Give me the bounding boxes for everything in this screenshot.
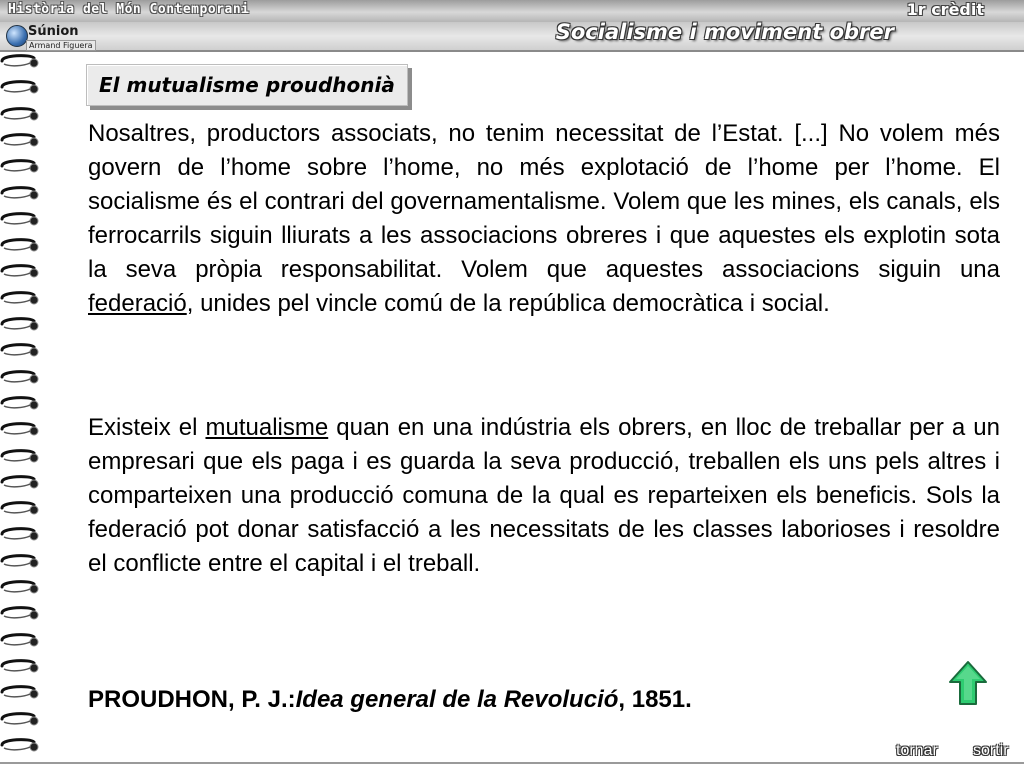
spiral-ring — [0, 262, 40, 280]
mutualisme-link[interactable]: mutualisme — [205, 414, 329, 441]
federacio-link[interactable]: federació — [88, 290, 187, 317]
spiral-ring — [0, 499, 40, 517]
sunion-logo — [4, 24, 124, 50]
quote-paragraph-1 — [88, 117, 1000, 321]
citation — [88, 686, 692, 714]
citation-year: , 1851. — [618, 686, 692, 713]
citation-work: Idea general de la Revolució — [295, 686, 619, 713]
logo-name: Súnion — [28, 24, 79, 39]
spiral-ring — [0, 157, 40, 175]
paragraph-text: Nosaltres, productors associats, no tenim necessitat de l’Estat. [...] No volem més govern de l’home sobre l’home, no més explotació de l’home per l’home. El socialisme és el contrari del governamentalisme. Volem que les mines, els canals, els ferrocarrils siguin lliurats a les associacions obreres i que aquestes els explotin sota la seva pròpia responsabilitat. Volem que aquestes associacions siguin una — [88, 120, 1000, 283]
section-title: El mutualisme proudhonià — [86, 64, 408, 106]
paragraph-text: , unides pel vincle comú de la república democràtica i social. — [186, 290, 830, 317]
spiral-ring — [0, 78, 40, 96]
spiral-ring — [0, 473, 40, 491]
spiral-ring — [0, 736, 40, 754]
spiral-ring — [0, 447, 40, 465]
spiral-ring — [0, 184, 40, 202]
spiral-ring — [0, 131, 40, 149]
spiral-ring — [0, 341, 40, 359]
spiral-ring — [0, 52, 40, 70]
spiral-ring — [0, 683, 40, 701]
paragraph-text: Existeix el — [88, 414, 206, 441]
spiral-ring — [0, 657, 40, 675]
spiral-ring — [0, 105, 40, 123]
spiral-ring — [0, 525, 40, 543]
spiral-ring — [0, 236, 40, 254]
globe-icon — [6, 25, 28, 47]
spiral-ring — [0, 710, 40, 728]
course-title: Història del Món Contemporani — [8, 2, 250, 17]
spiral-ring — [0, 368, 40, 386]
up-arrow-icon[interactable] — [948, 660, 988, 706]
logo-author: Armand Figuera — [26, 40, 96, 51]
back-link[interactable]: tornar — [896, 742, 938, 759]
credit-label: 1r crèdit — [906, 0, 984, 19]
spiral-binding — [0, 52, 42, 764]
unit-title: Socialisme i moviment obrer — [555, 20, 894, 44]
citation-author: PROUDHON, P. J.: — [88, 686, 296, 713]
paragraph-text: quan en una indústria els obrers, en lloc de treballar per a un empresari que els paga i es guarda la seva producció, treballen els uns pels altres i comparteixen una producció comuna de la qual es reparteixen els beneficis. Sols la federació pot donar satisfacció a les necessitats de les classes laborioses i resoldre el conflicte entre el capital i el treball. — [88, 414, 1000, 577]
bottom-divider — [0, 762, 1024, 764]
exit-link[interactable]: sortir — [973, 742, 1009, 759]
spiral-ring — [0, 289, 40, 307]
spiral-ring — [0, 394, 40, 412]
spiral-ring — [0, 631, 40, 649]
spiral-ring — [0, 315, 40, 333]
spiral-ring — [0, 578, 40, 596]
spiral-ring — [0, 210, 40, 228]
spiral-ring — [0, 552, 40, 570]
spiral-ring — [0, 604, 40, 622]
spiral-ring — [0, 420, 40, 438]
quote-paragraph-2 — [88, 411, 1000, 581]
